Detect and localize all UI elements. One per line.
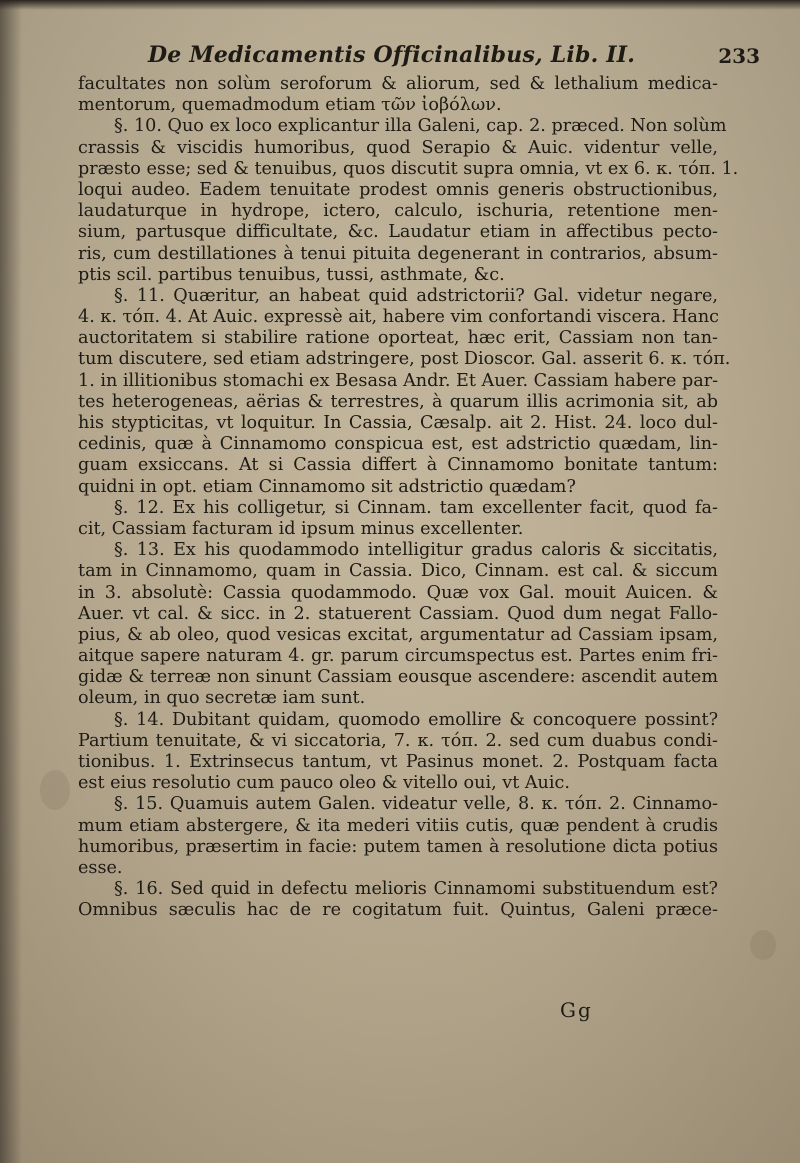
text-line: 4. κ. τόπ. 4. At Auic. expressè ait, habere vim confortandi viscera. Hanc [78, 307, 720, 328]
text-line: auctoritatem si stabilire ratione oporteat, hæc erit, Cassiam non tan- [78, 328, 718, 349]
text-line: tionibus. 1. Extrinsecus tantum, vt Pasinus monet. 2. Postquam facta [78, 752, 718, 772]
text-line: humoribus, præsertim in facie: putem tamen à resolutione dicta potius [78, 836, 718, 857]
text-line: pius, & ab oleo, quod vesicas excitat, argumentatur ad Cassiam ipsam, [78, 624, 718, 645]
page-gutter-shadow [0, 0, 22, 1163]
text-line: his stypticitas, vt loquitur. In Cassia, Cæsalp. ait 2. Hist. 24. loco dul- [78, 413, 718, 433]
body-text [78, 74, 739, 922]
text-line: §. 15. Quamuis autem Galen. videatur velle, 8. κ. τόπ. 2. Cinnamo- [114, 794, 718, 815]
text-line: Omnibus sæculis hac de re cogitatum fuit. Quintus, Galeni præce- [78, 900, 718, 921]
text-line: oleum, in quo secretæ iam sunt. [78, 688, 366, 709]
text-line: mum etiam abstergere, & ita mederi vitiis cutis, quæ pendent à crudis [78, 815, 718, 836]
text-line: guam exsiccans. At si Cassia differt à Cinnamomo bonitate tantum: [78, 455, 718, 476]
text-line: §. 11. Quæritur, an habeat quid adstrictorii? Gal. videtur negare, [114, 285, 718, 306]
text-line: tes heterogeneas, aërias & terrestres, à quarum illis acrimonia sit, ab [78, 391, 718, 412]
text-line: ris, cum destillationes à tenui pituita degenerant in contrarios, absum- [78, 243, 718, 264]
text-line: §. 10. Quo ex loco explicantur illa Galeni, cap. 2. præced. Non solùm [114, 116, 727, 137]
text-line: aitque sapere naturam 4. gr. parum circumspectus est. Partes enim fri- [78, 646, 718, 667]
text-line: præsto esse; sed & tenuibus, quos discutit supra omnia, vt ex 6. κ. τόπ. 1. [78, 158, 739, 179]
text-line: loqui audeo. Eadem tenuitate prodest omnis generis obstructionibus, [78, 179, 718, 200]
text-line: Partium tenuitate, & vi siccatoria, 7. κ. τόπ. 2. sed cum duabus condi- [78, 730, 718, 751]
text-line: tum discutere, sed etiam adstringere, post Dioscor. Gal. asserit 6. κ. τόπ. [78, 349, 731, 370]
text-line: ptis scil. partibus tenuibus, tussi, asthmate, &c. [78, 264, 505, 285]
page-number: 233 [718, 44, 760, 68]
text-line: tam in Cinnamomo, quam in Cassia. Dico, Cinnam. est cal. & siccum [78, 561, 718, 582]
text-line: esse. [78, 857, 123, 878]
text-line: §. 13. Ex his quodammodo intelligitur gradus caloris & siccitatis, [114, 540, 718, 561]
text-line: gidæ & terreæ non sinunt Cassiam eousque ascendere: ascendit autem [78, 667, 718, 688]
running-title: De Medicamentis Officinalibus, Lib. II. [148, 42, 636, 68]
text-line: crassis & viscidis humoribus, quod Serapio & Auic. videntur velle, [78, 137, 718, 158]
text-line: in 3. absolutè: Cassia quodammodo. Quæ vox Gal. mouit Auicen. & [78, 582, 718, 603]
text-line: quidni in opt. etiam Cinnamomo sit adstrictio quædam? [78, 476, 576, 497]
paper-stain [750, 930, 776, 960]
page-top-shadow [0, 0, 800, 10]
page-header [148, 42, 760, 72]
text-line: cedinis, quæ à Cinnamomo conspicua est, est adstrictio quædam, lin- [78, 434, 718, 455]
text-line: laudaturque in hydrope, ictero, calculo, ischuria, retentione men- [78, 201, 718, 222]
text-line: §. 16. Sed quid in defectu melioris Cinnamomi substituendum est? [114, 879, 718, 900]
text-line: cit, Cassiam facturam id ipsum minus excellenter. [78, 518, 524, 539]
text-line: §. 14. Dubitant quidam, quomodo emollire & concoquere possint? [114, 709, 718, 730]
text-line: Auer. vt cal. & sicc. in 2. statuerent Cassiam. Quod dum negat Fallo- [78, 603, 718, 624]
text-line: 1. in illitionibus stomachi ex Besasa Andr. Et Auer. Cassiam habere par- [78, 370, 719, 391]
text-line: facultates non solùm seroforum & aliorum, sed & lethalium medica- [78, 74, 718, 94]
signature-mark: Gg [560, 998, 593, 1022]
text-line: est eius resolutio cum pauco oleo & vitello oui, vt Auic. [78, 773, 570, 794]
text-line: mentorum, quemadmodum etiam τῶν ἰοβόλων. [78, 95, 502, 116]
text-line: §. 12. Ex his colligetur, si Cinnam. tam excellenter facit, quod fa- [114, 497, 718, 518]
paper-stain [40, 770, 70, 810]
text-line: sium, partusque difficultate, &c. Laudatur etiam in affectibus pecto- [78, 222, 718, 243]
